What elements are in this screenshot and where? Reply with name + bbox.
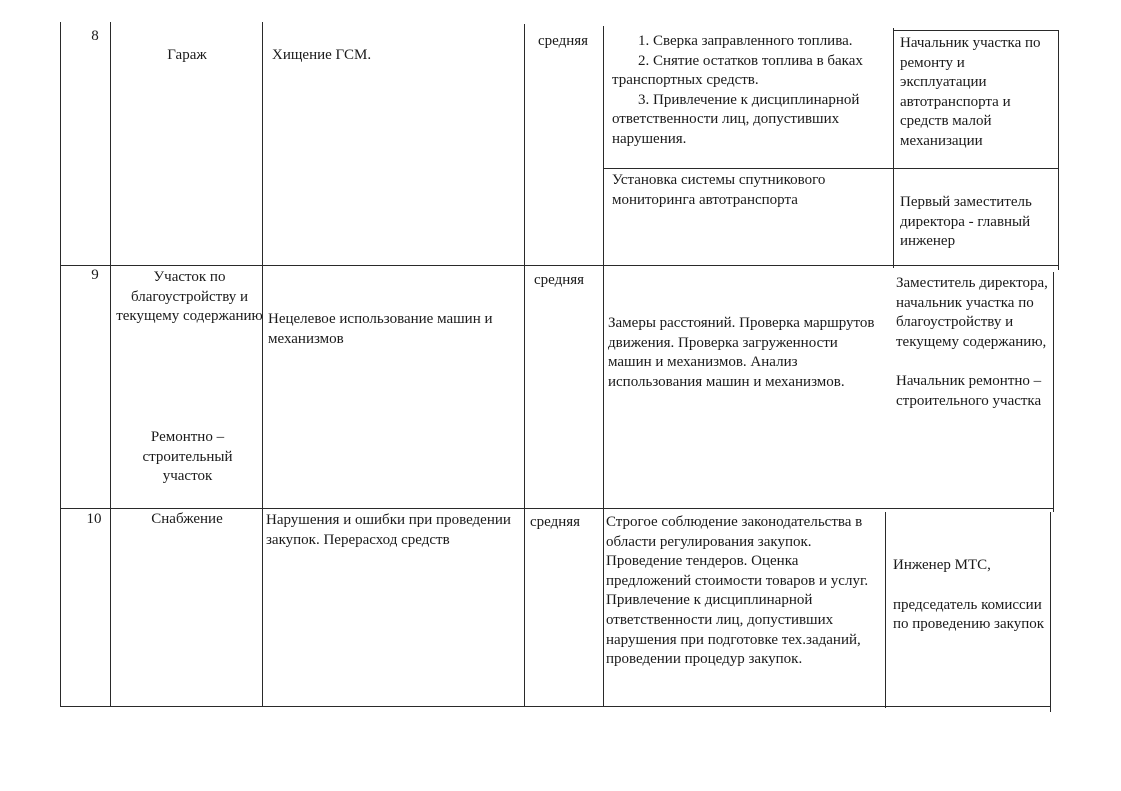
measures-cell: Замеры расстояний. Проверка маршрутов движения. Проверка загруженности машин и механизмов. Анализ использования машин и механизмов. [608, 315, 875, 390]
row-number: 9 [91, 267, 99, 283]
grid-line [1058, 30, 1059, 270]
grid-line [1053, 272, 1054, 512]
grid-line [893, 28, 894, 268]
row-number: 8 [91, 28, 99, 44]
measures-cell: Установка системы спутникового мониторинга автотранспорта [612, 172, 826, 208]
grid-line [524, 24, 525, 706]
responsible-cell: Начальник участка по ремонту и эксплуатации автотранспорта и средств малой механизации [900, 35, 1041, 149]
department-cell: Гараж [167, 47, 207, 63]
risk-cell: Нарушения и ошибки при проведении закупок. Перерасход средств [266, 512, 511, 548]
grid-line [893, 30, 1058, 31]
grid-line [603, 26, 604, 706]
measure-item: 2. Снятие остатков топлива в баках транспортных средств. [612, 52, 863, 89]
responsible-cell [893, 556, 1048, 635]
grid-line [262, 22, 263, 706]
responsible-line: Инженер МТС, [893, 557, 991, 573]
grid-line [60, 508, 1053, 509]
measure-item: 3. Привлечение к дисциплинарной ответственности лиц, допустивших нарушения. [612, 91, 860, 147]
measure-item: 1. Сверка заправленного топлива. [638, 33, 853, 49]
department-cell: Ремонтно – строительный участок [142, 429, 233, 485]
department-cell: Участок по благоустройству и текущему содержанию [116, 269, 263, 325]
grid-line [603, 168, 1058, 169]
responsible-line: председатель комиссии по проведению закупок [893, 596, 1045, 633]
grid-line [110, 22, 111, 706]
responsible-cell: Первый заместитель директора - главный инженер [900, 194, 1032, 250]
level-cell: средняя [538, 33, 589, 49]
level-cell: средняя [530, 514, 581, 530]
grid-line [885, 512, 886, 708]
grid-line [1050, 512, 1051, 712]
responsible-line: Заместитель директора, начальник участка по благоустройству и текущему содержанию, [896, 275, 1048, 350]
responsible-line: Начальник ремонтно – строительного участка [896, 373, 1042, 409]
grid-line [60, 22, 61, 706]
risk-cell: Нецелевое использование машин и механизмов [268, 311, 493, 347]
row-number: 10 [86, 511, 102, 527]
responsible-cell [896, 274, 1052, 412]
measures-cell [612, 32, 884, 150]
grid-line [60, 265, 1058, 266]
level-cell: средняя [534, 272, 585, 288]
grid-line [60, 706, 1050, 707]
department-cell: Снабжение [151, 511, 223, 527]
measures-cell: Строгое соблюдение законодательства в области регулирования закупок. Проведение тендеров. Оценка предложений стоимости товаров и услуг. Привлечение к дисциплинарной ответственности лиц, допустивших нарушения при подготовке тех.заданий, проведении процедур закупок. [606, 514, 869, 668]
risk-cell: Хищение ГСМ. [272, 47, 372, 63]
